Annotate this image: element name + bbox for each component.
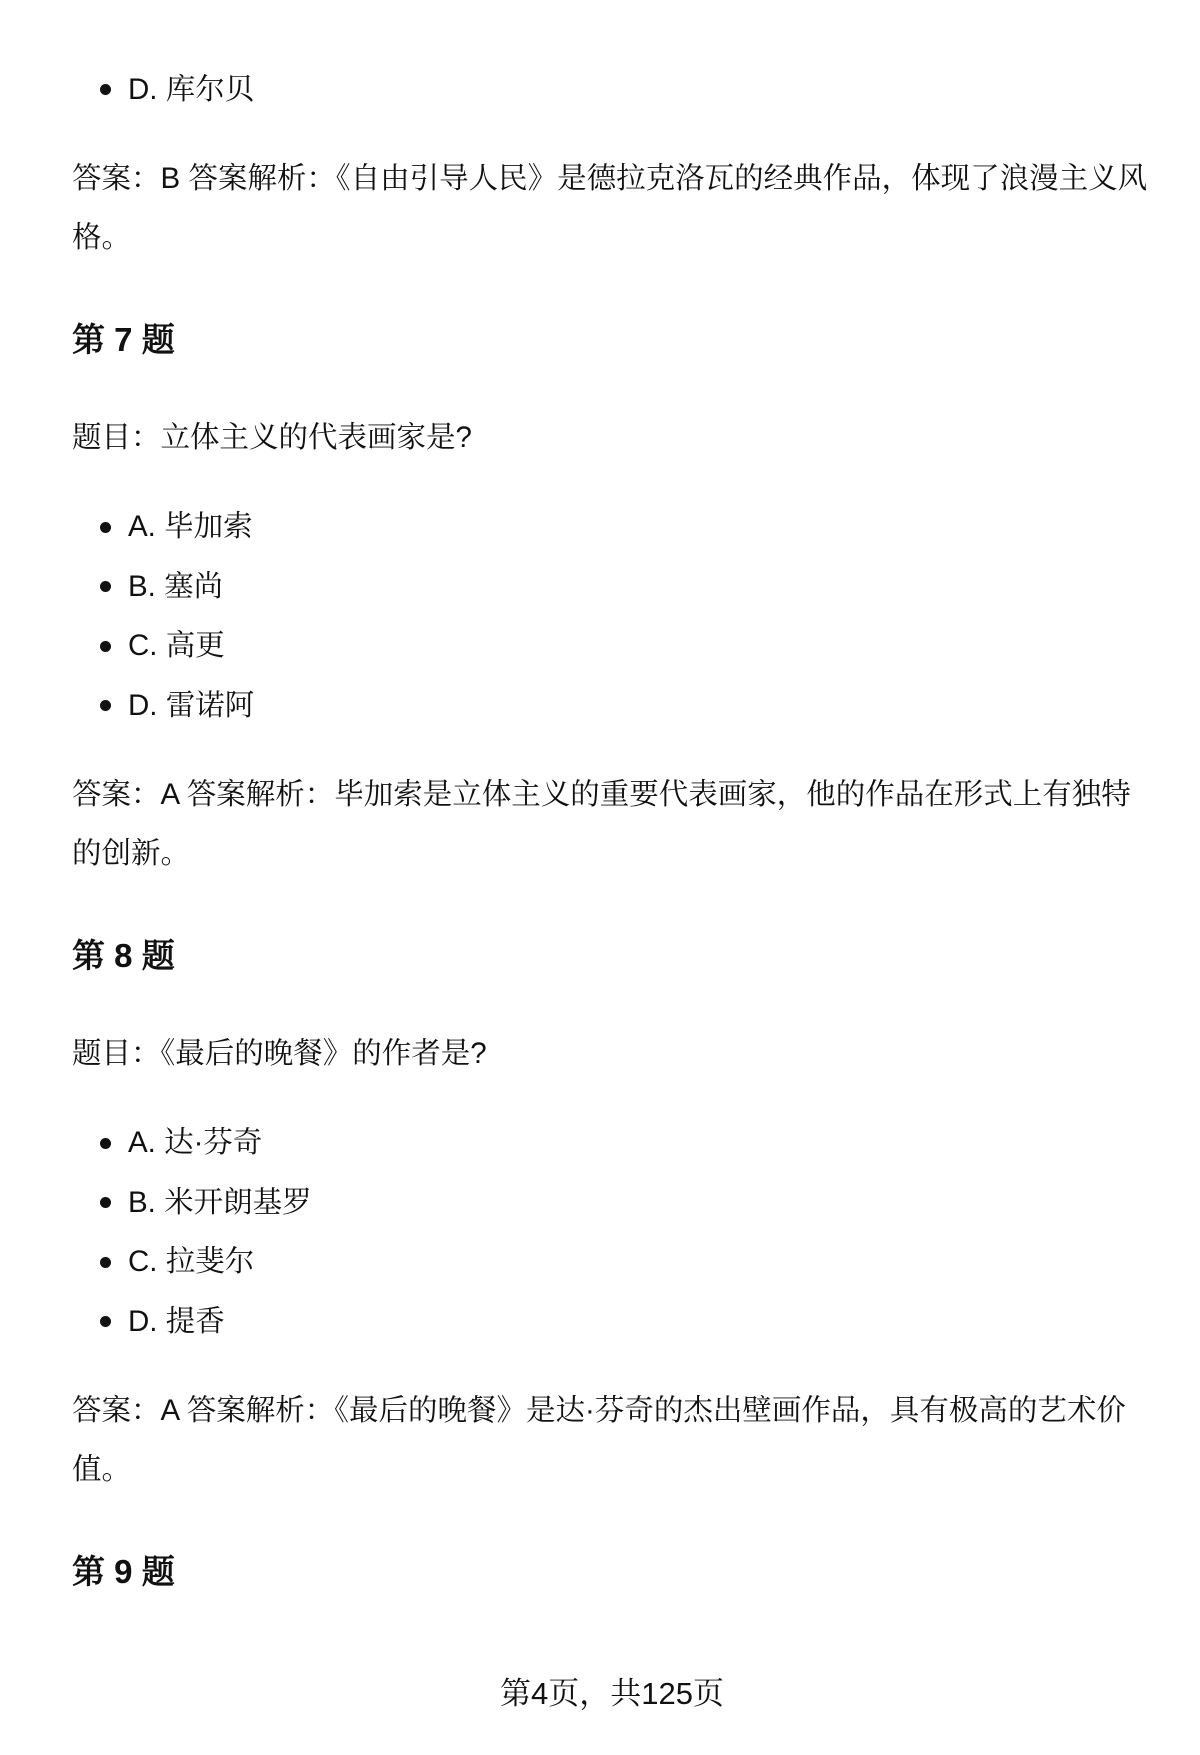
question-8-answer: 答案：A 答案解析：《最后的晚餐》是达·芬奇的杰出壁画作品，具有极高的艺术价值。	[72, 1393, 1126, 1486]
option-label: D. 雷诺阿	[128, 688, 255, 722]
question-8-text: 题目：《最后的晚餐》的作者是?	[72, 1037, 487, 1070]
option-label: B. 米开朗基罗	[128, 1185, 312, 1219]
question-6-options	[72, 60, 1152, 120]
bullet-icon	[100, 700, 111, 711]
bullet-icon	[100, 1197, 111, 1208]
document-content	[72, 0, 1152, 1601]
option-label: C. 高更	[128, 629, 225, 662]
option-label: B. 塞尚	[128, 569, 224, 603]
option-label: C. 拉斐尔	[128, 1245, 255, 1278]
question-7-heading: 第 7 题	[72, 320, 175, 358]
question-8-heading: 第 8 题	[72, 936, 175, 974]
question-7-answer: 答案：A 答案解析：毕加索是立体主义的重要代表画家，他的作品在形式上有独特的创新。	[72, 777, 1131, 870]
option-label: D. 提香	[128, 1304, 225, 1338]
bullet-icon	[100, 1316, 111, 1327]
question-7-option-b	[72, 557, 1152, 617]
question-8-option-d	[72, 1292, 1152, 1352]
bullet-icon	[100, 641, 111, 652]
question-7-option-d	[72, 676, 1152, 736]
question-8-option-a	[72, 1113, 1152, 1173]
question-8-option-b	[72, 1173, 1152, 1233]
question-7-options	[72, 497, 1152, 735]
option-label: D. 库尔贝	[128, 72, 255, 106]
question-8-option-c	[72, 1232, 1152, 1292]
question-9-heading: 第 9 题	[72, 1552, 175, 1590]
option-label: A. 达·芬奇	[128, 1126, 263, 1159]
question-6-answer: 答案：B 答案解析：《自由引导人民》是德拉克洛瓦的经典作品，体现了浪漫主义风格。	[72, 161, 1148, 254]
question-7-option-a	[72, 497, 1152, 557]
bullet-icon	[100, 84, 111, 95]
bullet-icon	[100, 1257, 111, 1268]
question-6-option-d	[72, 60, 1152, 120]
option-label: A. 毕加索	[128, 510, 253, 543]
page-number-footer: 第4页，共125页	[500, 1676, 724, 1711]
question-7-option-c	[72, 616, 1152, 676]
bullet-icon	[100, 581, 111, 592]
question-8-options	[72, 1113, 1152, 1351]
bullet-icon	[100, 522, 111, 533]
question-7-text: 题目：立体主义的代表画家是?	[72, 421, 472, 454]
bullet-icon	[100, 1138, 111, 1149]
